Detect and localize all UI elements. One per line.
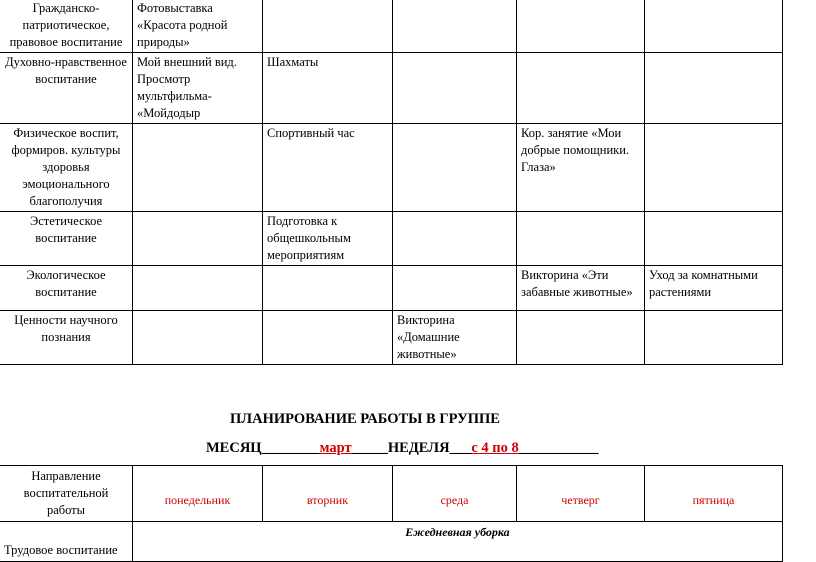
direction-cell: Физическое воспит, формиров. культуры здоровья эмоционального благополучия: [0, 124, 133, 212]
tuesday-cell: [263, 0, 393, 53]
monday-cell: Фотовыставка «Красота родной природы»: [133, 0, 263, 53]
monday-cell: [133, 266, 263, 311]
month-label: МЕСЯЦ: [206, 440, 262, 456]
tuesday-cell: Спортивный час: [263, 124, 393, 212]
friday-cell: [645, 124, 783, 212]
table-row: [0, 311, 783, 365]
direction-cell: Ценности научного познания: [0, 311, 133, 365]
monday-cell: [133, 124, 263, 212]
direction-header: Направление воспитательной работы: [0, 466, 133, 522]
direction-cell: Гражданско-патриотическое, правовое воспитание: [0, 0, 133, 53]
thursday-cell: [517, 311, 645, 365]
day-tuesday: вторник: [263, 466, 393, 522]
tuesday-cell: [263, 311, 393, 365]
table-row: [0, 266, 783, 311]
tuesday-cell: Подготовка к общешкольным мероприятиям: [263, 212, 393, 266]
thursday-cell: Викторина «Эти забавные животные»: [517, 266, 645, 311]
daily-note: Ежедневная уборка: [133, 522, 783, 562]
day-monday: понедельник: [133, 466, 263, 522]
table-row: [0, 124, 783, 212]
month-week-line: [206, 440, 598, 457]
wednesday-cell: [393, 0, 517, 53]
week-value: с 4 по 8: [471, 440, 519, 456]
direction-cell: Духовно-нравственное воспитание: [0, 53, 133, 124]
day-thursday: четверг: [517, 466, 645, 522]
table-row: [0, 212, 783, 266]
week-label: НЕДЕЛЯ: [387, 440, 450, 456]
table-row: [0, 53, 783, 124]
thursday-cell: [517, 212, 645, 266]
thursday-cell: [517, 53, 645, 124]
group-plan-table: [0, 465, 783, 562]
friday-cell: [645, 212, 783, 266]
friday-cell: [645, 0, 783, 53]
month-blank: ________: [261, 440, 320, 456]
week-blank: ___: [449, 440, 472, 456]
direction-cell: Эстетическое воспитание: [0, 212, 133, 266]
wednesday-cell: [393, 212, 517, 266]
table-row: [0, 0, 783, 53]
month-value: март: [319, 440, 352, 456]
wednesday-cell: [393, 124, 517, 212]
wednesday-cell: [393, 266, 517, 311]
wednesday-cell: [393, 53, 517, 124]
friday-cell: [645, 311, 783, 365]
thursday-cell: [517, 0, 645, 53]
direction-cell: Экологическое воспитание: [0, 266, 133, 311]
wednesday-cell: Викторина «Домашние животные»: [393, 311, 517, 365]
table-header-row: [0, 466, 783, 522]
tuesday-cell: Шахматы: [263, 53, 393, 124]
day-friday: пятница: [645, 466, 783, 522]
thursday-cell: Кор. занятие «Мои добрые помощники. Глаза»: [517, 124, 645, 212]
week-blank: ___________: [518, 440, 599, 456]
tuesday-cell: [263, 266, 393, 311]
friday-cell: Уход за комнатными растениями: [645, 266, 783, 311]
friday-cell: [645, 53, 783, 124]
direction-cell: Трудовое воспитание: [0, 522, 133, 562]
day-wednesday: среда: [393, 466, 517, 522]
monday-cell: [133, 311, 263, 365]
monday-cell: Мой внешний вид. Просмотр мультфильма- «Мойдодыр: [133, 53, 263, 124]
monday-cell: [133, 212, 263, 266]
month-blank: _____: [351, 440, 388, 456]
page-title: ПЛАНИРОВАНИЕ РАБОТЫ В ГРУППЕ: [230, 411, 500, 427]
